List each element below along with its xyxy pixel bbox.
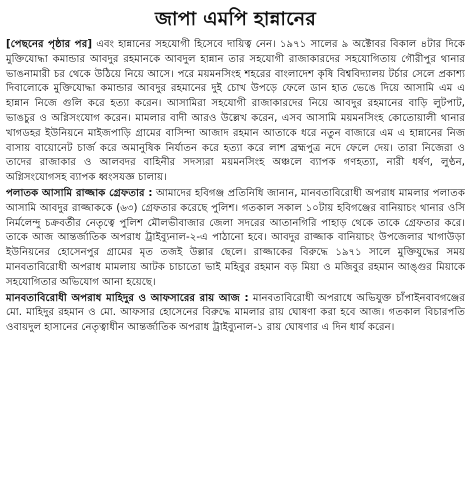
paragraph-text: আমাদের হবিগঞ্জ প্রতিনিধি জানান, মানবতাবিরোধী অপরাধ মামলার পলাতক আসামি আবদুর রাজ্জাককে (৬৩) গ্রেফতার করেছে পুলিশ। গতকাল সকাল ১০টায় হবিগঞ্জের বানিয়াচং থানার ওসি নির্মলেন্দু চক্রবর্তীর নেতৃত্বে পুলিশ মৌলভীবাজার জেলা সদরের আতানগিরি পাহাড় থেকে তাকে গ্রেফতার করে। তাকে আজ আন্তর্জাতিক অপরাধ ট্রাইব্যুনাল-২-এ পাঠানো হবে। আবদুর রাজ্জাক বানিয়াচং উপজেলার খাগাউড়া ইউনিয়নের হোসেনপুর গ্রামের মৃত তজই উল্লার ছেলে। রাজ্জাকের বিরুদ্ধে ১৯৭১ সালে মুক্তিযুদ্ধের সময় মানবতাবিরোধী অপরাধ মামলায় আটক চাচাতো ভাই মহিবুর রহমান বড় মিয়া ও মজিবুর রহমান আঙ্গুর মিয়াকে সহযোগিতার অভিযোগ আনা হয়েছে। <box>6 187 465 288</box>
headline: জাপা এমপি হান্নানের <box>155 8 316 30</box>
paragraph-text: মানবতাবিরোধী অপরাধে অভিযুক্ত চাঁপাইনবাবগঞ্জের মো. মাহিদুর রহমান ও মো. আফসার হোসেনের বিরুদ্ধে মামলার রায় ঘোষণা করা হবে আজ। গতকাল বিচারপতি ওবায়দুল হাসানের নেতৃত্বাধীন আন্তর্জাতিক অপরাধ ট্রাইব্যুনাল-১ রায় ঘোষণার এ দিন ধার্য করেন। <box>6 292 465 334</box>
continuation-marker: [পেছনের পৃষ্ঠার পর] <box>6 39 92 50</box>
paragraph-razzak-arrest <box>6 187 465 291</box>
article-body <box>6 38 465 336</box>
subheading: পলাতক আসামি রাজ্জাক গ্রেফতার : <box>6 187 153 199</box>
paragraph-continuation <box>6 38 465 186</box>
paragraph-verdict <box>6 292 465 336</box>
subheading: মানবতাবিরোধী অপরাধ মাহিদুর ও আফসারের রায় আজ : <box>6 292 249 304</box>
paragraph-text: এবং হান্নানের সহযোগী হিসেবে দায়িত্ব নেন। ১৯৭১ সালের ৯ অক্টোবর বিকাল ৪টার দিকে মুক্তিযোদ্ধা কমান্ডার আবদুর রহমানকে আবদুল হান্নান তার সহযোগী রাজাকারদের সহযোগিতায় গৌরীপুর থানার ভাঙনামারী চর থেকে উঠিয়ে নিয়ে আসে। পরে ময়মনসিংহ শহরের বাংলাদেশ কৃষি বিশ্ববিদ্যালয় টর্চার সেলে প্রকাশ্য দিবালোকে মুক্তিযোদ্ধা কমান্ডার আবদুর রহমানের দুই চোখ উপড়ে ফেলে ডান হাত ভেঙে দিয়ে আসামি এম এ হান্নান নিজে গুলি করে হত্যা করেন। আসামিরা সহযোগী রাজাকারদের নিয়ে আবদুর রহমানের বাড়ি লুটপাট, ভাঙচুর ও অগ্নিসংযোগ করেন। মামলার বাদী আরও উল্লেখ করেন, এসব আসামি ময়মনসিংহ কোতোয়ালী থানার খাগডহর ইউনিয়নে মাইজপাড়ি গ্রামের বাসিন্দা আজাদ রহমান আতাকে ধরে নতুন বাজারে এম এ হান্নানের নিজ বাসায় বায়োনেট চার্জ করে অমানুষিক নির্যাতন করে হত্যা করে লাশ ব্রহ্মপুত্র নদে ফেলে দেয়। তারা নিজেরা ও তাদের রাজাকার ও আলবদর বাহিনীর সদস্যরা ময়মনসিংহ অঞ্চলে ব্যাপক গণহত্যা, নারী ধর্ষণ, লুণ্ঠন, অগ্নিসংযোগসহ ব্যাপক ধ্বংসযজ্ঞ চালায়। <box>6 39 465 184</box>
